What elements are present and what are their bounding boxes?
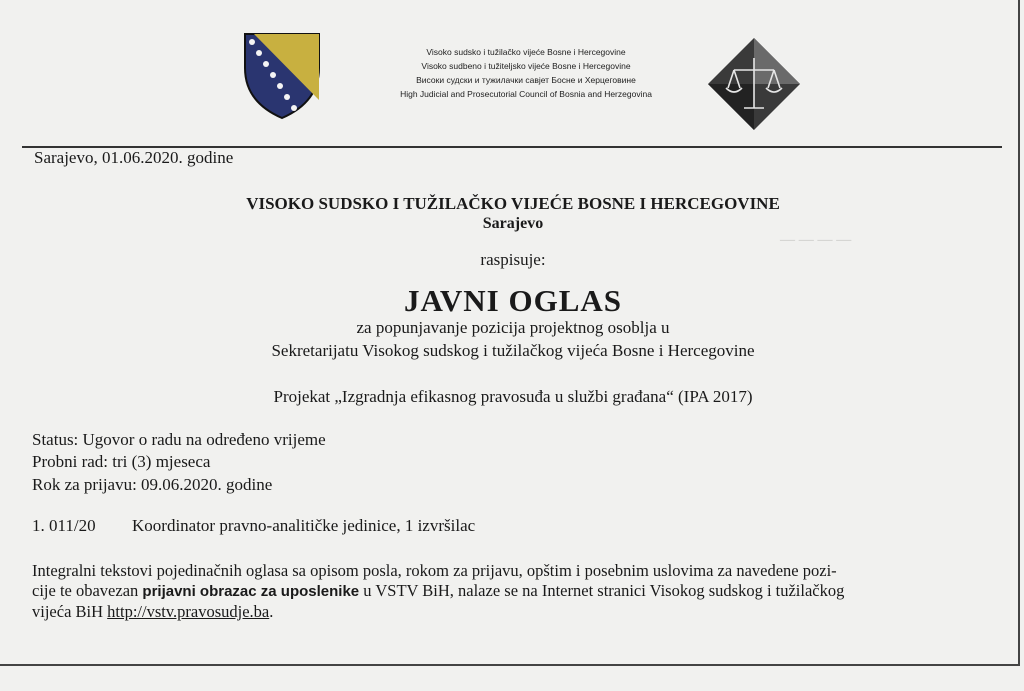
institution-names [356,45,696,101]
bleed-through: — — — — [780,232,852,248]
position-number: 1. 011/20 [32,516,96,535]
website-link[interactable]: http://vstv.pravosudje.ba [107,602,270,621]
institution-name-en: High Judicial and Prosecutorial Council of Bosnia and Herzegovina [400,89,652,99]
notice-title: JAVNI OGLAS [403,283,622,318]
institution-name-bs: Visoko sudsko i tužilačko vijeće Bosne i Hercegovine [426,47,626,57]
organization-heading: VISOKO SUDSKO I TUŽILAČKO VIJEĆE BOSNE I HERCEGOVINE [246,194,780,213]
city-heading: Sarajevo [482,215,544,232]
institution-name-hr: Visoko sudbeno i tužiteljsko vijeće Bosne i Hercegovine [421,61,631,71]
scales-of-justice-icon [706,36,802,132]
institution-name-sr: Високи судски и тужилачки савјет Босне и Херцеговине [416,75,636,85]
bih-coat-of-arms-icon [242,30,322,120]
footer-text-3: u VSTV BiH, nalaze se na Internet stranici Visokog sudskog i tužilačkog [359,581,845,600]
notice-subtitle-line1: za popunjavanje pozicija projektnog osoblja u [356,318,670,337]
announces-text: raspisuje: [480,250,546,269]
notice-subtitle-line2: Sekretarijatu Visokog sudskog i tužilačkog vijeća Bosne i Hercegovine [271,341,755,360]
footer-text-end: . [269,602,274,621]
footer-text-2: cije te obavezan [32,581,143,600]
footer-text-4: vijeća BiH [32,602,108,621]
probation-line: Probni rad: tri (3) mjeseca [32,452,211,471]
status-line: Status: Ugovor o radu na određeno vrijeme [32,430,326,449]
project-name: Projekat „Izgradnja efikasnog pravosuđa u službi građana“ (IPA 2017) [273,387,753,406]
footer-bold-form: prijavni obrazac za uposlenike [142,583,360,600]
footer-paragraph [32,561,1002,622]
position-title: Koordinator pravno-analitičke jedinice, 1 izvršilac [132,516,476,535]
date-line: Sarajevo, 01.06.2020. godine [34,148,234,167]
deadline-line: Rok za prijavu: 09.06.2020. godine [32,475,273,494]
footer-text-1: Integralni tekstovi pojedinačnih oglasa sa opisom posla, rokom za prijavu, opštim i posebnim uslovima za navedene pozi- [32,561,837,580]
